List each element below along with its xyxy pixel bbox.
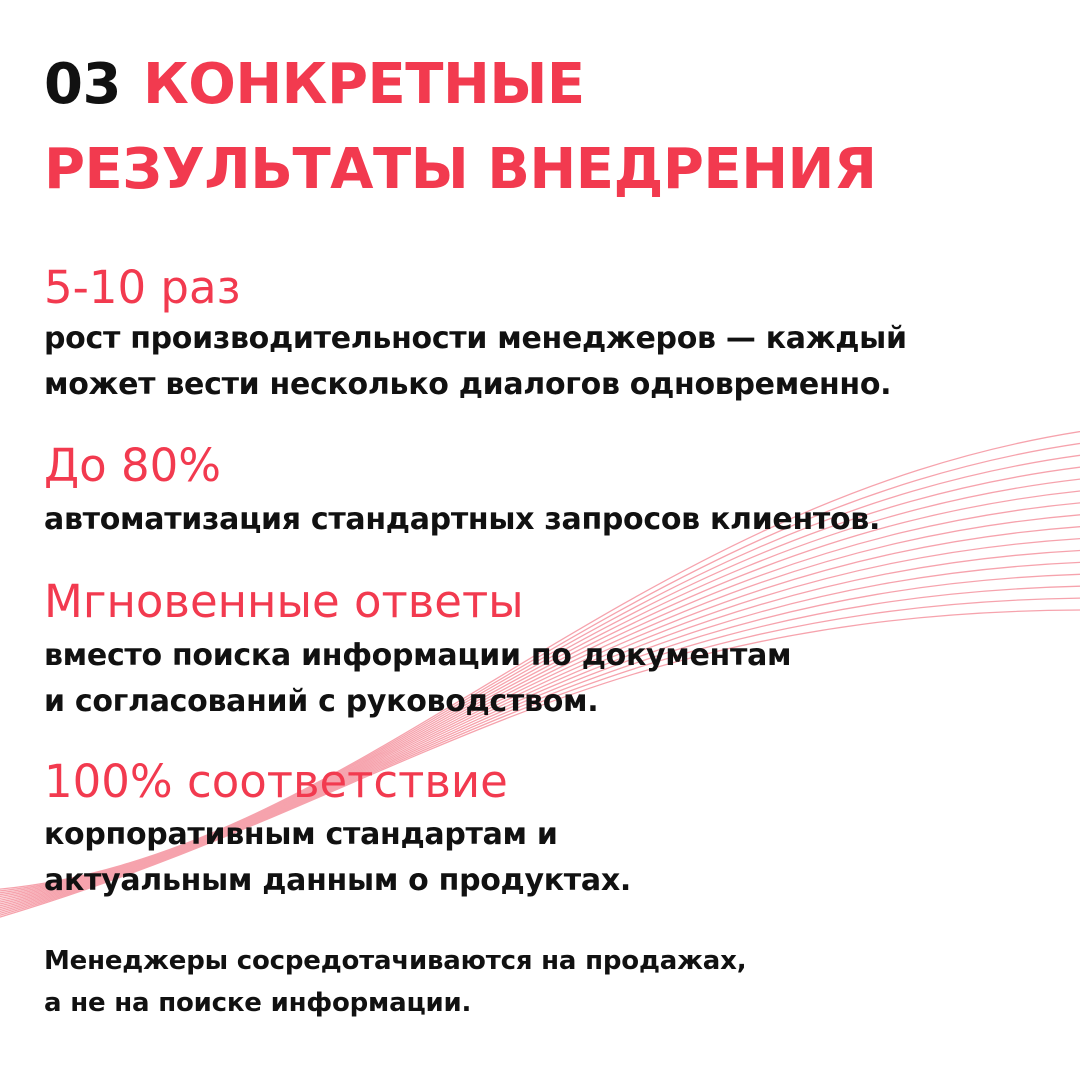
title-line-1: КОНКРЕТНЫЕ [142, 52, 585, 117]
result-description-productivity: рост производительности менеджеров — каждый может вести несколько диалогов одновременно. [44, 321, 907, 402]
result-headline-instant-answers: Мгновенные ответы [44, 575, 524, 628]
title-line-2: РЕЗУЛЬТАТЫ ВНЕДРЕНИЯ [44, 137, 877, 202]
slide-title [44, 52, 585, 118]
result-headline-productivity: 5-10 раз [44, 261, 241, 314]
footer-note: Менеджеры сосредотачиваются на продажах, а не на поиске информации. [44, 946, 747, 1018]
result-description-automation: автоматизация стандартных запросов клиентов. [44, 502, 881, 537]
result-headline-automation: До 80% [44, 439, 222, 492]
result-headline-compliance: 100% соответствие [44, 755, 508, 808]
result-description-instant-answers: вместо поиска информации по документам и согласований с руководством. [44, 638, 792, 719]
result-description-compliance: корпоративным стандартам и актуальным данным о продуктах. [44, 817, 631, 898]
section-number: 03 [44, 52, 121, 117]
